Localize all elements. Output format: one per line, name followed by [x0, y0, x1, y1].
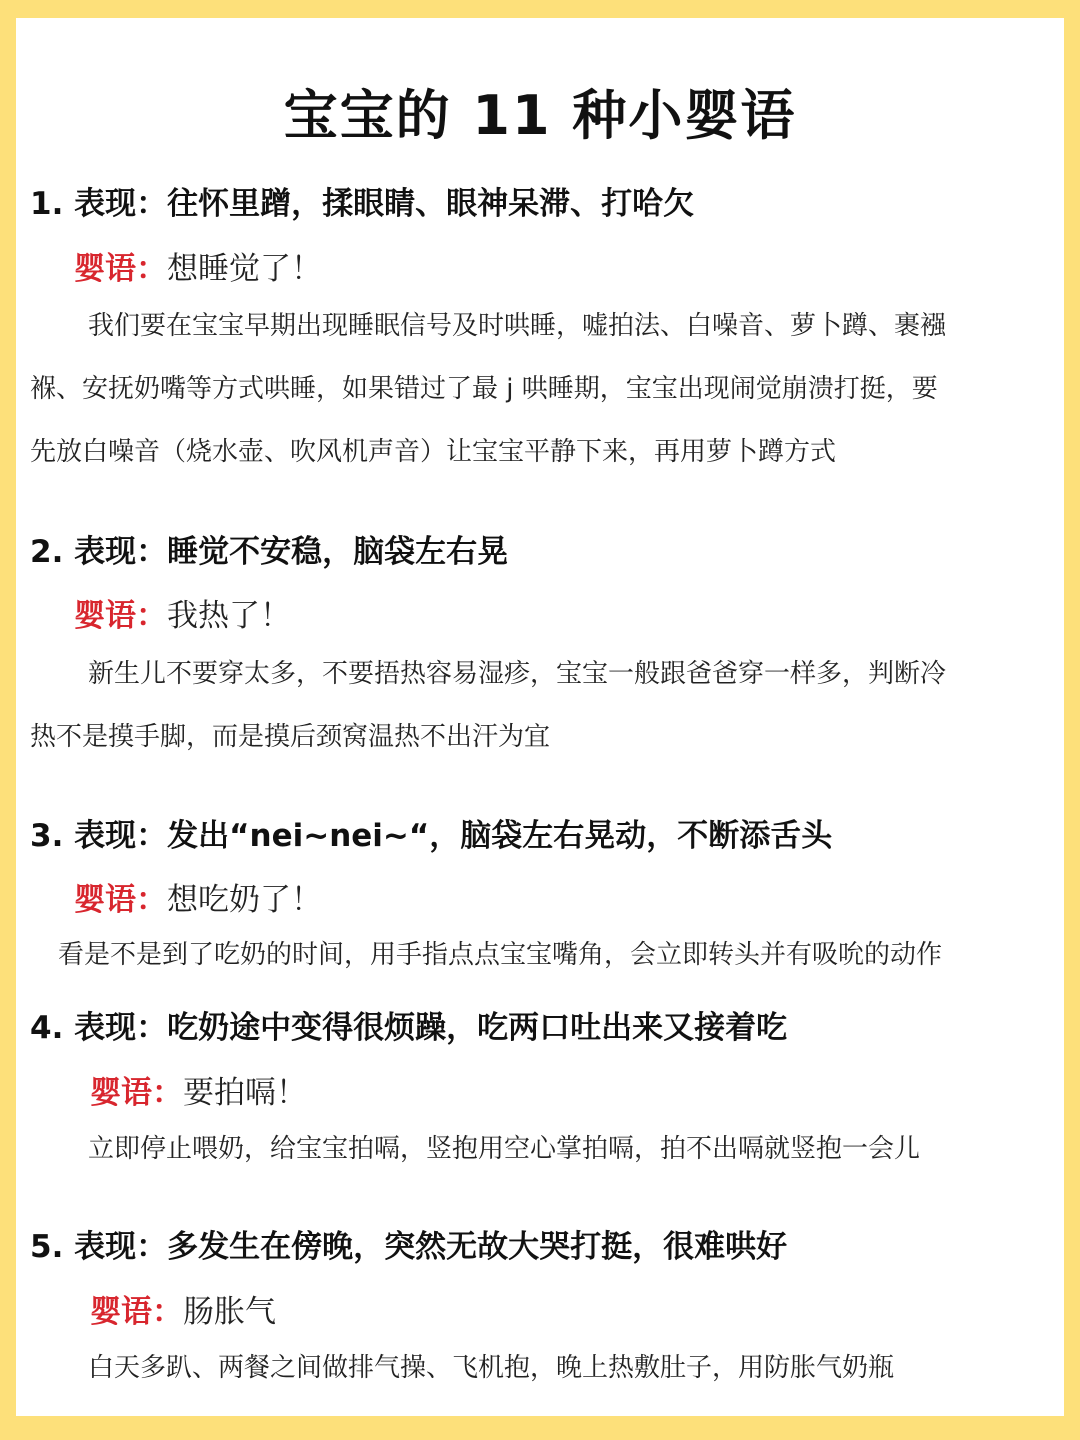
- baby-language-text: 想睡觉了！: [167, 251, 322, 287]
- baby-language-text: 肠胀气: [183, 1294, 276, 1330]
- section-4-baby-language: [90, 1067, 307, 1112]
- section-1-description: [30, 295, 1050, 484]
- description-line: 先放白噪音（烧水壶、吹风机声音）让宝宝平静下来，再用萝卜蹲方式: [30, 437, 837, 467]
- section-4-heading: 4. 表现：吃奶途中变得很烦躁，吃两口吐出来又接着吃: [30, 1010, 788, 1046]
- content-card: [16, 18, 1064, 1416]
- description-line: 褓、安抚奶嘴等方式哄睡，如果错过了最 j 哄睡期，宝宝出现闹觉崩溃打挺，要: [30, 374, 938, 404]
- section-1-baby-language: [74, 243, 322, 288]
- baby-language-label: 婴语：: [74, 882, 167, 918]
- description-line: 白天多趴、两餐之间做排气操、飞机抱，晚上热敷肚子，用防胀气奶瓶: [88, 1353, 895, 1383]
- description-line: 我们要在宝宝早期出现睡眠信号及时哄睡，嘘拍法、白噪音、萝卜蹲、裹襁: [88, 311, 947, 341]
- section-3-baby-language: [74, 874, 322, 919]
- baby-language-label: 婴语：: [90, 1075, 183, 1111]
- section-5-description: [30, 1337, 1050, 1400]
- baby-language-text: 要拍嗝！: [183, 1075, 307, 1111]
- section-2-description: [30, 643, 1050, 769]
- baby-language-label: 婴语：: [74, 251, 167, 287]
- description-line: 立即停止喂奶，给宝宝拍嗝，竖抱用空心掌拍嗝，拍不出嗝就竖抱一会儿: [88, 1134, 921, 1164]
- baby-language-label: 婴语：: [90, 1294, 183, 1330]
- section-2-heading: 2. 表现：睡觉不安稳，脑袋左右晃: [30, 534, 509, 570]
- description-line: 新生儿不要穿太多，不要捂热容易湿疹，宝宝一般跟爸爸穿一样多，判断冷: [88, 659, 947, 689]
- page-title: 宝宝的 11 种小婴语: [283, 84, 797, 147]
- baby-language-label: 婴语：: [74, 598, 167, 634]
- section-2-baby-language: [74, 590, 291, 635]
- section-5-baby-language: [90, 1286, 276, 1331]
- baby-language-text: 想吃奶了！: [167, 882, 322, 918]
- section-1-heading: 1. 表现：往怀里蹭，揉眼睛、眼神呆滞、打哈欠: [30, 186, 695, 222]
- section-4-description: [30, 1118, 1050, 1181]
- section-3-description: [30, 924, 1050, 987]
- section-3-heading: 3. 表现：发出“nei~nei~“，脑袋左右晃动，不断添舌头: [30, 818, 833, 854]
- description-line: 看是不是到了吃奶的时间，用手指点点宝宝嘴角，会立即转头并有吸吮的动作: [58, 940, 943, 970]
- section-5-heading: 5. 表现：多发生在傍晚，突然无故大哭打挺，很难哄好: [30, 1229, 788, 1265]
- baby-language-text: 我热了！: [167, 598, 291, 634]
- description-line: 热不是摸手脚，而是摸后颈窝温热不出汗为宜: [30, 722, 551, 752]
